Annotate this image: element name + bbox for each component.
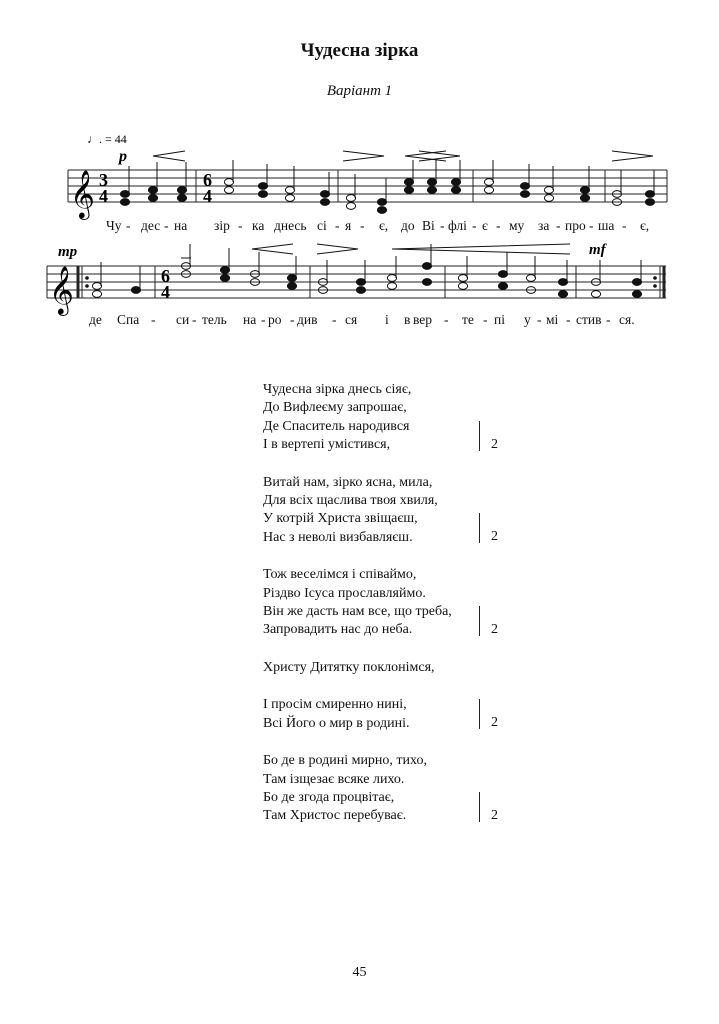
lyric-syllable: ся: [345, 312, 358, 327]
lyric-syllable: ка: [252, 218, 265, 233]
lyric-syllable: мі: [546, 312, 559, 327]
verses: [263, 381, 563, 845]
verse-line: Там Христос перебуває.: [263, 808, 407, 824]
lyric-syllable: за: [538, 218, 550, 233]
verse-line: Христу Дитятку поклонімся,: [263, 659, 435, 675]
verse-line: Всі Його о мир в родині.: [263, 715, 410, 731]
lyric-hyphen: -: [606, 312, 611, 327]
time-signature-3-4-bottom: 4: [99, 186, 108, 206]
treble-clef-icon: 𝄞: [70, 172, 95, 218]
verse-1: [263, 381, 563, 455]
lyric-hyphen: -: [589, 218, 594, 233]
verse-line: Бо де в родині мирно, тихо,: [263, 753, 428, 769]
lyric-syllable: є: [482, 218, 488, 233]
time-signature-3-4-top: 3: [99, 170, 108, 190]
lyric-syllable: і: [385, 312, 389, 327]
repeat-count: 2: [491, 436, 498, 452]
verse-line: Він же дасть нам все, що треба,: [263, 604, 452, 620]
lyric-hyphen: -: [440, 218, 445, 233]
lyric-syllable: днесь: [274, 218, 307, 233]
time-signature-6-4-bottom-2: 4: [161, 282, 170, 302]
verse-2: [263, 474, 563, 548]
verse-line: Витай нам, зірко ясна, мила,: [263, 474, 433, 490]
hairpins-line1: [153, 151, 653, 161]
lyric-syllable: пі: [494, 312, 505, 327]
lyric-syllable: сі: [317, 218, 327, 233]
verse-line: Там ізщезає всяке лихо.: [263, 771, 405, 787]
lyric-syllable: Чу: [106, 218, 122, 233]
repeat-count: 2: [491, 715, 498, 731]
lyric-syllable: у: [524, 312, 531, 327]
lyric-syllable: вер: [413, 312, 433, 327]
tempo-mark: ♩. = 44: [87, 132, 127, 146]
lyric-hyphen: -: [238, 218, 243, 233]
repeat-bar: [479, 792, 480, 822]
verse-line: Запровадить нас до неба.: [263, 622, 413, 638]
verse-line: У котрій Христа звіщаєш,: [263, 511, 418, 527]
lyric-hyphen: -: [332, 312, 337, 327]
lyric-hyphen: -: [151, 312, 156, 327]
lyric-syllable: зір: [214, 218, 230, 233]
notes-line1: [120, 160, 654, 213]
verse-6: [263, 752, 563, 826]
lyric-hyphen: -: [126, 218, 131, 233]
lyric-syllable: див: [297, 312, 318, 327]
verse-3: [263, 566, 563, 640]
verse-line: Різдво Ісуса прославляймо.: [263, 585, 426, 601]
lyric-syllable: ся.: [619, 312, 635, 327]
lyric-hyphen: -: [192, 312, 197, 327]
lyric-hyphen: -: [444, 312, 449, 327]
lyric-syllable: му: [509, 218, 525, 233]
dynamic-p: p: [119, 148, 127, 165]
lyric-syllable: про: [565, 218, 586, 233]
lyric-hyphen: -: [556, 218, 561, 233]
verse-line: Нас з неволі визбавляєш.: [263, 529, 413, 545]
hairpins-line2: [252, 244, 570, 254]
verse-line: Чудесна зірка днесь сіяє,: [263, 382, 412, 397]
lyric-hyphen: -: [496, 218, 501, 233]
lyric-hyphen: -: [360, 218, 365, 233]
verse-line: Для всіх щаслива твоя хвиля,: [263, 493, 438, 509]
lyric-syllable: в: [404, 312, 411, 327]
lyric-syllable: стив: [576, 312, 602, 327]
verse-line: Тож веселімся і співаймо,: [263, 567, 417, 583]
lyric-hyphen: -: [483, 312, 488, 327]
lyric-syllable: є,: [379, 218, 389, 233]
page-number: 45: [352, 965, 367, 980]
lyric-syllable: Спа: [117, 312, 140, 327]
notes-line2: [92, 244, 641, 297]
lyric-syllable: ро: [268, 312, 282, 327]
lyric-syllable: дес: [141, 218, 161, 233]
lyric-syllable: ша: [598, 218, 615, 233]
lyric-syllable: те: [462, 312, 474, 327]
lyric-syllable: до: [401, 218, 415, 233]
lyric-syllable: я: [345, 218, 352, 233]
lyric-syllable: флі: [448, 218, 467, 233]
lyric-hyphen: -: [164, 218, 169, 233]
time-signature-6-4-bottom: 4: [203, 186, 212, 206]
lyric-syllable: тель: [202, 312, 227, 327]
lyric-syllable: Ві: [422, 218, 435, 233]
dynamic-mf: mf: [589, 242, 606, 258]
time-signature-6-4-top-2: 6: [161, 266, 170, 286]
repeat-bar: [479, 513, 480, 543]
lyric-syllable: де: [89, 312, 102, 327]
lyric-hyphen: -: [537, 312, 542, 327]
lyric-syllable: на: [243, 312, 257, 327]
repeat-count: 2: [491, 621, 498, 637]
verse-line: Бо де згода процвітає,: [263, 789, 395, 805]
verse-line: І просім смиренно нині,: [263, 697, 407, 713]
verse-line: І в вертепі умістився,: [263, 437, 391, 453]
lyric-hyphen: -: [290, 312, 295, 327]
repeat-count: 2: [491, 529, 498, 545]
lyric-hyphen: -: [566, 312, 571, 327]
verse-4: [263, 659, 563, 677]
treble-clef-icon-2: 𝄞: [49, 268, 74, 314]
verse-line: Де Спаситель народився: [263, 418, 410, 434]
lyric-hyphen: -: [622, 218, 627, 233]
repeat-bar: [479, 699, 480, 729]
lyric-hyphen: -: [261, 312, 266, 327]
repeat-count: 2: [491, 807, 498, 823]
repeat-bar: [479, 606, 480, 636]
lyric-hyphen: -: [472, 218, 477, 233]
verse-line: До Вифлеєму запрошає,: [263, 400, 407, 416]
lyric-syllable: на: [174, 218, 188, 233]
verse-5: [263, 696, 563, 733]
lyric-syllable: є,: [640, 218, 650, 233]
song-variant: Варіант 1: [326, 83, 393, 99]
dynamic-mp: mp: [58, 244, 78, 260]
lyric-syllable: си: [176, 312, 190, 327]
lyric-hyphen: -: [335, 218, 340, 233]
time-signature-6-4-top: 6: [203, 170, 212, 190]
song-title: Чудесна зірка: [300, 40, 419, 61]
repeat-bar: [479, 421, 480, 451]
